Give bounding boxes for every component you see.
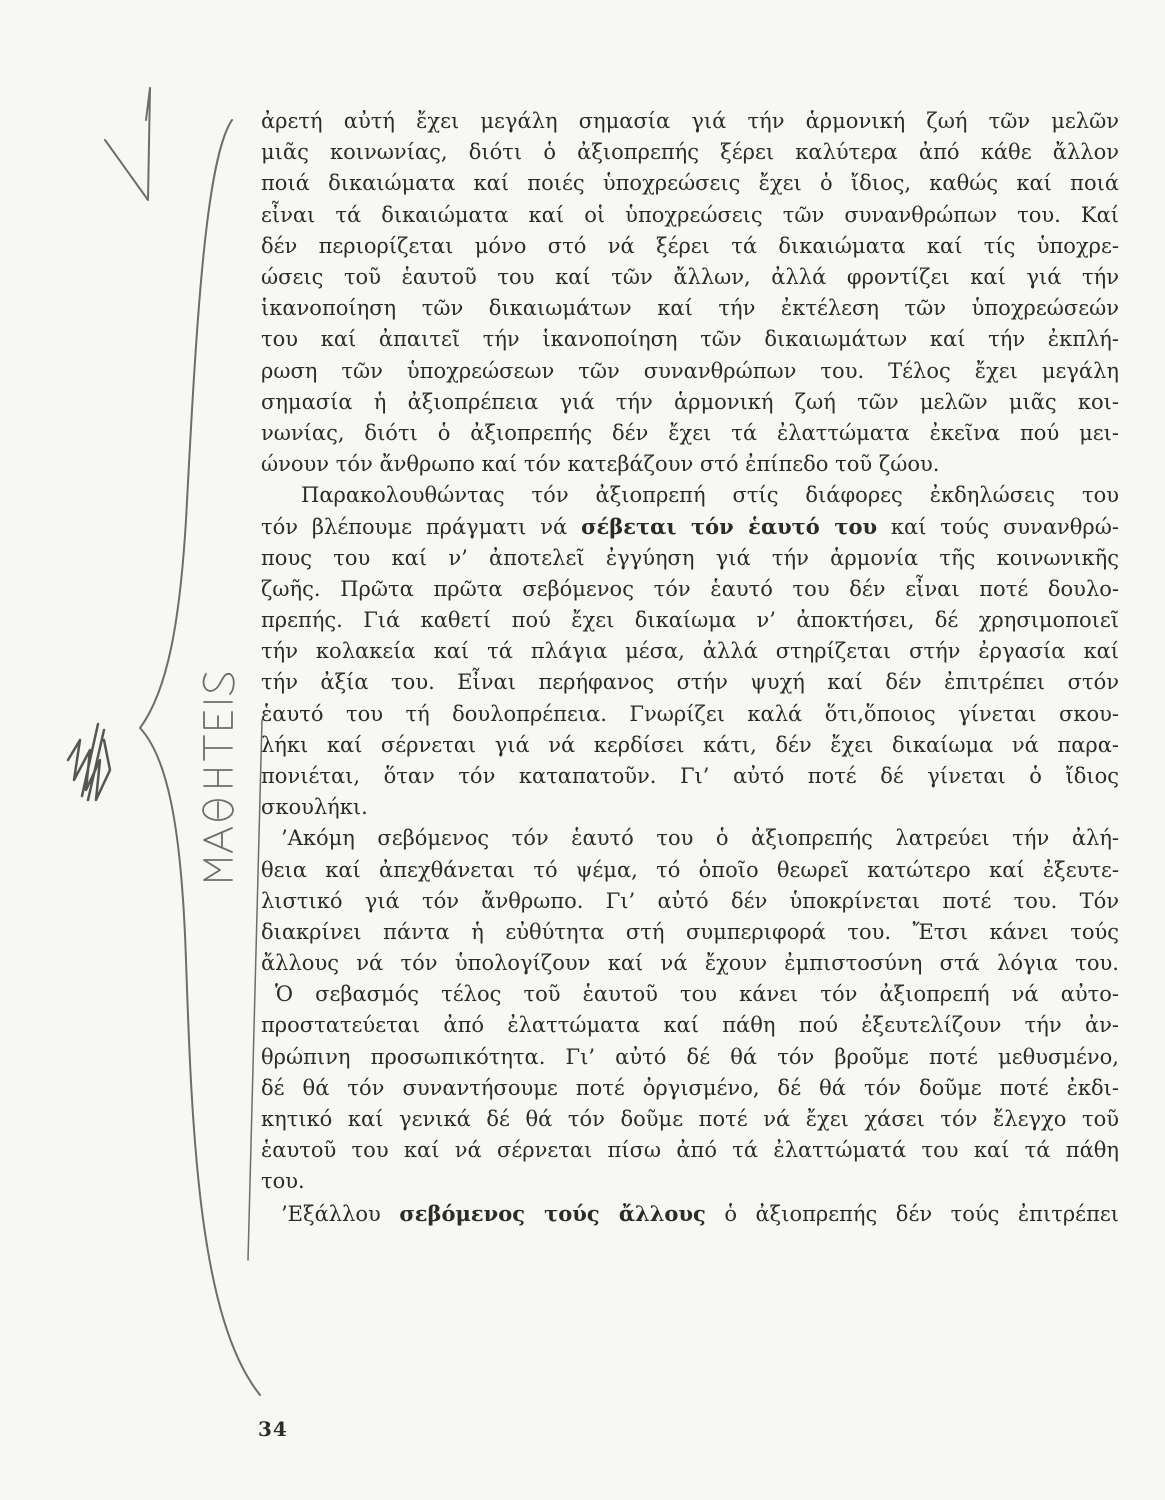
text-line: τήν ἀξία του. Εἶναι περήφανος στήν ψυχή καί δέν ἐπιτρέπει στόν: [261, 670, 1119, 695]
bold-phrase: σεβόμενος τούς ἄλλους: [399, 1200, 706, 1226]
text-line: σκουλήκι.: [261, 795, 368, 820]
text-line: ἀρετή αὐτή ἔχει μεγάλη σημασία γιά τήν ἁρμονική ζωή τῶν μελῶν: [261, 109, 1119, 133]
text-line: κητικό καί γενικά δέ θά τόν δοῦμε ποτέ νά ἔχει χάσει τόν ἔλεγχο τοῦ: [261, 1107, 1119, 1131]
text-line: ποιά δικαιώματα καί ποιές ὑποχρεώσεις ἔχει ὁ ἴδιος, καθώς καί ποιά: [261, 171, 1119, 196]
text-line: θρώπινη προσωπικότητα. Γι’ αὐτό δέ θά τόν βροῦμε ποτέ μεθυσμένο,: [261, 1044, 1119, 1069]
page-number: 34: [258, 1417, 288, 1441]
text-line: ώνουν τόν ἄνθρωπο καί τόν κατεβάζουν στό ἐπίπεδο τοῦ ζώου.: [261, 452, 940, 477]
pencil-brace-icon: [140, 120, 260, 1395]
text-line: προστατεύεται ἀπό ἐλαττώματα καί πάθη πού ἐξευτελίζουν τήν ἀν-: [261, 1013, 1119, 1038]
paragraph-1: [261, 106, 1119, 480]
text-line: ἄλλους νά τόν ὑπολογίζουν καί νά ἔχουν ἐμπιστοσύνη στά λόγια του.: [261, 951, 1119, 976]
text-line: λήκι καί σέρνεται γιά νά κερδίσει κάτι, δέν ἔχει δικαίωμα νά παρα-: [261, 732, 1119, 757]
text-line: του.: [261, 1169, 305, 1194]
pencil-handwriting-icon: [203, 674, 234, 880]
body-text: [261, 106, 1119, 1229]
text-line: διακρίνει πάντα ἡ εὐθύτητα στή συμπεριφορά του. Ἔτσι κάνει τούς: [261, 919, 1119, 944]
text-line: νωνίας, διότι ὁ ἀξιοπρεπής δέν ἔχει τά ἐλαττώματα ἐκεῖνα πού μει-: [261, 420, 1119, 445]
text-line: εἶναι τά δικαιώματα καί οἱ ὑποχρεώσεις τῶν συνανθρώπων του. Καί: [261, 202, 1119, 227]
bold-phrase: σέβεται τόν ἑαυτό του: [581, 514, 878, 540]
text-run: τόν βλέπουμε πράγματι νά: [261, 515, 582, 540]
paragraph-3: [261, 823, 1119, 979]
text-run: ’Εξάλλου: [281, 1201, 400, 1226]
text-line: ώσεις τοῦ ἑαυτοῦ του καί τῶν ἄλλων, ἀλλά φροντίζει καί γιά τήν: [261, 264, 1119, 289]
text-line: θεια καί ἀπεχθάνεται τό ψέμα, τό ὁποῖο θεωρεῖ κατώτερο καί ἐξευτε-: [261, 857, 1119, 882]
text-line: ἑαυτό του τή δουλοπρέπεια. Γνωρίζει καλά ὅτι,ὅποιος γίνεται σκου-: [261, 701, 1119, 726]
pencil-z-mark-icon: [105, 88, 150, 200]
text-line: πους του καί ν’ ἀποτελεῖ ἐγγύηση γιά τήν ἁρμονία τῆς κοινωνικῆς: [261, 545, 1119, 570]
text-line: Παρακολουθώντας τόν ἀξιοπρεπή στίς διάφορες ἐκδηλώσεις του: [301, 483, 1119, 508]
text-line: πονιέται, ὅταν τόν καταπατοῦν. Γι’ αὐτό ποτέ δέ γίνεται ὁ ἴδιος: [261, 763, 1119, 788]
text-line: ρωση τῶν ὑποχρεώσεων τῶν συνανθρώπων του. Τέλος ἔχει μεγάλη: [261, 358, 1119, 383]
paragraph-4: [261, 979, 1119, 1197]
text-line: ἱκανοποίηση τῶν δικαιωμάτων καί τήν ἐκτέλεση τῶν ὑποχρεώσεών: [261, 296, 1119, 321]
text-line: τήν κολακεία καί τά πλάγια μέσα, ἀλλά στηρίζεται στήν ἐργασία καί: [261, 639, 1119, 664]
text-line: δέ θά τόν συναντήσουμε ποτέ ὀργισμένο, δέ θά τόν δοῦμε ποτέ ἐκδι-: [261, 1075, 1119, 1100]
paragraph-2: [261, 480, 1119, 823]
text-line: [261, 1198, 1119, 1229]
pencil-scribble-icon: [68, 724, 110, 800]
text-line: [261, 511, 1119, 542]
text-line: ζωῆς. Πρῶτα πρῶτα σεβόμενος τόν ἑαυτό του δέν εἶναι ποτέ δουλο-: [261, 576, 1119, 601]
text-line: του καί ἀπαιτεῖ τήν ἱκανοποίηση τῶν δικαιωμάτων καί τήν ἐκπλή-: [261, 327, 1119, 352]
text-line: ἑαυτοῦ του καί νά σέρνεται πίσω ἀπό τά ἐλαττώματά του καί τά πάθη: [261, 1138, 1119, 1163]
text-line: σημασία ἡ ἀξιοπρέπεια γιά τήν ἁρμονική ζωή τῶν μελῶν μιᾶς κοι-: [261, 389, 1119, 414]
text-line: μιᾶς κοινωνίας, διότι ὁ ἀξιοπρεπής ξέρει καλύτερα ἀπό κάθε ἄλλον: [261, 140, 1119, 165]
text-line: πρεπής. Γιά καθετί πού ἔχει δικαίωμα ν’ ἀποκτήσει, δέ χρησιμοποιεῖ: [261, 608, 1119, 632]
text-line: Ὁ σεβασμός τέλος τοῦ ἑαυτοῦ του κάνει τόν ἀξιοπρεπή νά αὐτο-: [275, 982, 1119, 1007]
text-line: ’Ακόμη σεβόμενος τόν ἑαυτό του ὁ ἀξιοπρεπής λατρεύει τήν ἀλή-: [281, 826, 1119, 851]
text-line: δέν περιορίζεται μόνο στό νά ξέρει τά δικαιώματα καί τίς ὑποχρε-: [261, 233, 1119, 258]
pencil-vertical-line-icon: [248, 720, 262, 1260]
text-run: ὁ ἀξιοπρεπής δέν τούς ἐπιτρέπει: [705, 1201, 1119, 1226]
text-line: λιστικό γιά τόν ἄνθρωπο. Γι’ αὐτό δέν ὑποκρίνεται ποτέ του. Τόν: [261, 888, 1119, 913]
text-run: καί τούς συνανθρώ-: [877, 515, 1119, 540]
paragraph-5: [261, 1198, 1119, 1229]
